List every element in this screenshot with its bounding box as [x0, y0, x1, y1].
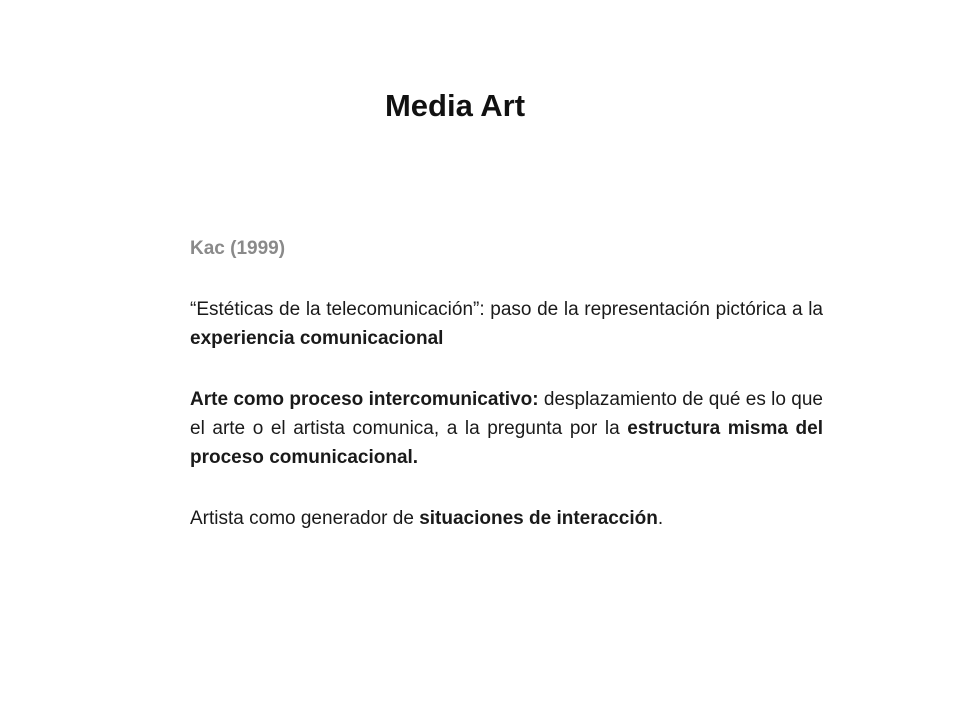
paragraph-art-process	[190, 385, 823, 472]
paragraph-emphasis: situaciones de interacción	[419, 508, 658, 529]
paragraph-text: “Estéticas de la telecomunicación”: paso de la representación pictórica a la	[190, 299, 823, 320]
paragraph-text: desplazamiento de qué es lo que el arte o el artista comunica, a la pregunta por la	[190, 389, 824, 439]
slide-body	[190, 234, 823, 565]
subheading: Kac (1999)	[190, 238, 286, 259]
slide-title: Media Art	[384, 88, 526, 123]
paragraph-telecom-aesthetics	[190, 295, 823, 353]
paragraph-emphasis: experiencia comunicacional	[190, 328, 444, 349]
paragraph-lead-emphasis: Arte como proceso intercomunicativo:	[190, 389, 539, 410]
paragraph-text: Artista como generador de	[190, 508, 420, 529]
paragraph-emphasis: estructura misma del proceso comunicacional.	[190, 418, 823, 468]
paragraph-artist-role	[190, 504, 823, 533]
paragraph-tail: .	[657, 508, 664, 529]
